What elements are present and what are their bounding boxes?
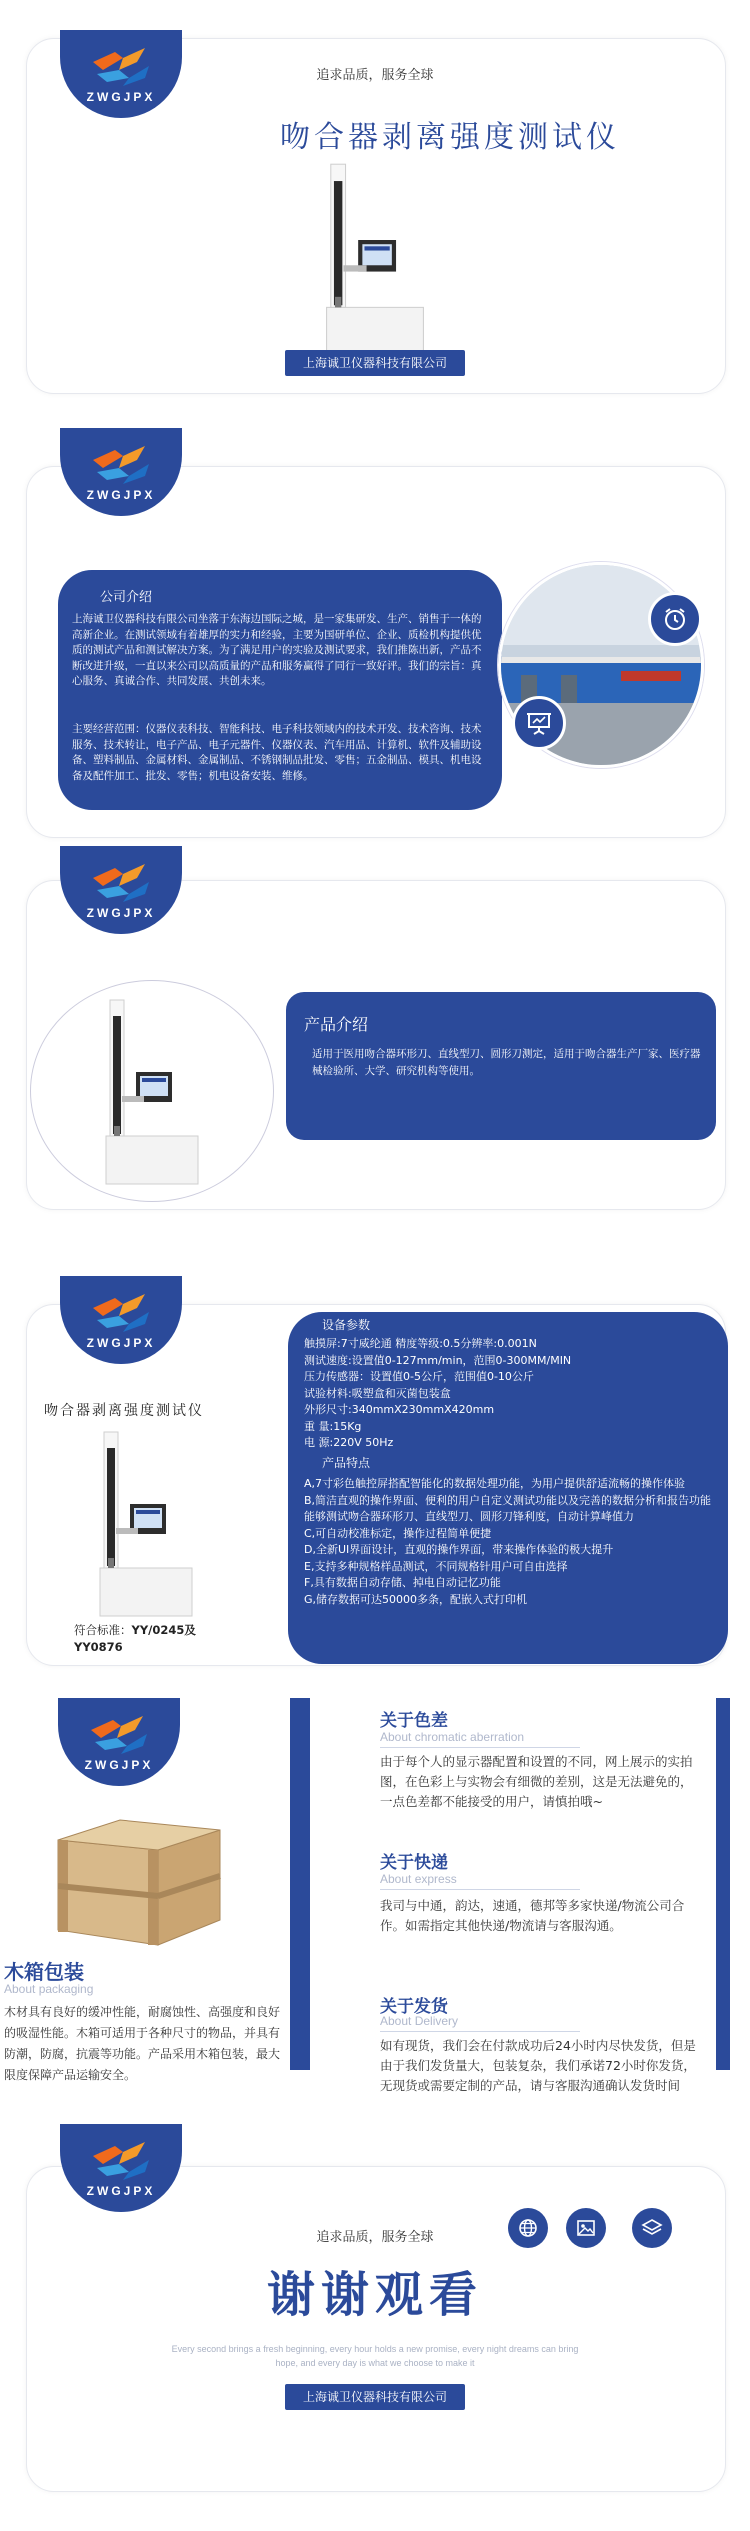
brand-logo-icon	[91, 1712, 147, 1754]
specs-param: 试验材料:吸塑盒和灭菌包装盒	[304, 1386, 451, 1400]
specs-params-list	[304, 1336, 714, 1452]
wooden-crate-image	[48, 1800, 228, 1950]
brand-logo-text: ZWGJPX	[86, 488, 156, 502]
company-badge-1	[648, 592, 702, 646]
specs-param: 测试速度:设置值0-127mm/min，范围0-300MM/MIN	[304, 1353, 572, 1367]
specs-feature: B,简洁直观的操作界面、便利的用户自定义测试功能以及完善的数据分析和报告功能能够测试吻合器环形刀、直线型刀、圆形刀锋利度，自动计算峰值力	[304, 1493, 712, 1523]
specs-param: 重 量:15Kg	[304, 1419, 362, 1433]
specs-features-list	[304, 1476, 714, 1608]
brand-logo-icon	[93, 1290, 149, 1332]
express-text: 我司与中通，韵达，速通，德邦等多家快递/物流公司合作。如需指定其他快递/物流请与客服沟通。	[380, 1898, 685, 1933]
thanks-slogan: 追求品质，服务全球	[316, 2230, 434, 2245]
specs-feature: C,可自动校准标定，操作过程简单便捷	[304, 1526, 492, 1540]
company-badge-2	[512, 696, 566, 750]
hero-title: 吻合器剥离强度测试仪	[280, 120, 620, 155]
specs-param: 压力传感器：设置值0-5公斤，范围值0-10公斤	[304, 1370, 534, 1383]
delivery-text: 如有现货，我们会在付款成功后24小时内尽快发货，但是由于我们发货量大，包装复杂，我们承诺72小时你发货，无现货或需要定制的产品，请与客服沟通确认发货时间	[380, 2038, 696, 2093]
specs-product-image	[76, 1428, 216, 1618]
brand-logo-text: ZWGJPX	[84, 1758, 154, 1772]
specs-product-name: 吻合器剥离强度测试仪	[44, 1403, 204, 1419]
express-title: 关于快递	[380, 1853, 448, 1873]
express-sub: About express	[380, 1872, 580, 1890]
specs-params-heading: 设备参数	[322, 1318, 371, 1332]
presentation-board-icon	[525, 709, 553, 737]
alarm-clock-icon	[661, 605, 689, 633]
brand-logo-icon	[93, 2138, 149, 2180]
thanks-title: 谢谢观看	[266, 2267, 483, 2323]
color-text: 由于每个人的显示器配置和设置的不同，网上展示的实拍图，在色彩上与实物会有细微的差别，这是无法避免的，一点色差都不能接受的用户，请慎拍哦~	[380, 1754, 693, 1809]
specs-feature: E,支持多种规格样品测试，不同规格针用户可自由选择	[304, 1559, 568, 1573]
delivery-title: 关于发货	[380, 1997, 448, 2017]
color-title: 关于色差	[380, 1711, 448, 1731]
product-intro-text: 适用于医用吻合器环形刀、直线型刀、圆形刀测定，适用于吻合器生产厂家、医疗器械检验所、大学、研究机构等使用。	[312, 1048, 701, 1077]
brand-logo-text: ZWGJPX	[86, 90, 156, 104]
thanks-en-line2: hope, and every day is what we choose to make it	[275, 2358, 475, 2368]
info-divider-bar	[290, 1698, 310, 2070]
specs-param: 触摸屏:7寸威纶通 精度等级:0.5分辨率:0.001N	[304, 1337, 537, 1350]
company-intro-para1: 上海诚卫仪器科技有限公司坐落于东海边国际之城，是一家集研发、生产、销售于一体的高新企业。在测试领域有着雄厚的实力和经验，主要为国研单位、企业、质检机构提供优质的测试产品和测试解决方案。为了满足用户的实验及测试要求，我们推陈出新，产品不断改进升级，一直以来公司以高质量的产品和服务赢得了同行一致好评。我们的宗旨：真心服务、真诚合作、共同发展、共创未来。	[72, 613, 482, 687]
thanks-company-button[interactable]: 上海诚卫仪器科技有限公司	[285, 2384, 465, 2410]
specs-standard-label: 符合标准：	[74, 1623, 132, 1637]
hero-slogan: 追求品质，服务全球	[316, 68, 434, 83]
specs-standard-value2: YY0876	[74, 1640, 123, 1654]
thanks-card	[26, 2166, 726, 2492]
brand-logo-text: ZWGJPX	[86, 906, 156, 920]
specs-feature: F,具有数据自动存储、掉电自动记忆功能	[304, 1576, 501, 1589]
brand-logo-icon	[93, 860, 149, 902]
delivery-sub: About Delivery	[380, 2014, 580, 2032]
info-shield	[58, 1698, 180, 1786]
specs-feature: D,全新UI界面设计，直观的操作界面，带来操作体验的极大提升	[304, 1543, 614, 1556]
specs-feature: G,储存数据可达50000多条，配嵌入式打印机	[304, 1592, 528, 1606]
color-sub: About chromatic aberration	[380, 1730, 580, 1748]
company-intro-heading: 公司介绍	[100, 590, 153, 605]
packaging-sub: About packaging	[4, 1982, 94, 1996]
specs-features-heading: 产品特点	[322, 1456, 371, 1470]
hero-company-button[interactable]: 上海诚卫仪器科技有限公司	[285, 350, 465, 376]
specs-standard	[74, 1622, 244, 1656]
brand-logo-text: ZWGJPX	[86, 2184, 156, 2198]
info-right-bar	[716, 1698, 730, 2070]
specs-standard-value1: YY/0245及	[131, 1623, 196, 1637]
specs-feature: A,7寸彩色触控屏搭配智能化的数据处理功能，为用户提供舒适流畅的操作体验	[304, 1477, 686, 1490]
product-intro-heading: 产品介绍	[304, 1015, 369, 1034]
company-intro-para2: 主要经营范围：仪器仪表科技、智能科技、电子科技领域内的技术开发、技术咨询、技术服务、技术转让，电子产品、电子元器件、仪器仪表、汽车用品、计算机、软件及辅助设备、塑料制品、金属材料、金属制品、不锈钢制品批发、零售；五金制品、模具、机电设备及配件加工、批发、零售；机电设备安装、维修。	[72, 723, 482, 782]
packaging-text: 木材具有良好的缓冲性能，耐腐蚀性、高强度和良好的吸湿性能。木箱可适用于各种尺寸的物品，并具有防潮，防腐，抗震等功能。产品采用木箱包装，最大限度保障产品运输安全。	[4, 2005, 281, 2082]
hero-product-image	[305, 160, 445, 360]
product-intro-photo	[30, 980, 274, 1202]
brand-logo-text: ZWGJPX	[86, 1336, 156, 1350]
brand-logo-icon	[93, 442, 149, 484]
specs-param: 外形尺寸:340mmX230mmX420mm	[304, 1403, 495, 1416]
specs-param: 电 源:220V 50Hz	[304, 1436, 394, 1449]
thanks-en-line1: Every second brings a fresh beginning, every hour holds a new promise, every night dreams can bring	[171, 2344, 579, 2354]
packaging-title: 木箱包装	[4, 1960, 84, 1984]
